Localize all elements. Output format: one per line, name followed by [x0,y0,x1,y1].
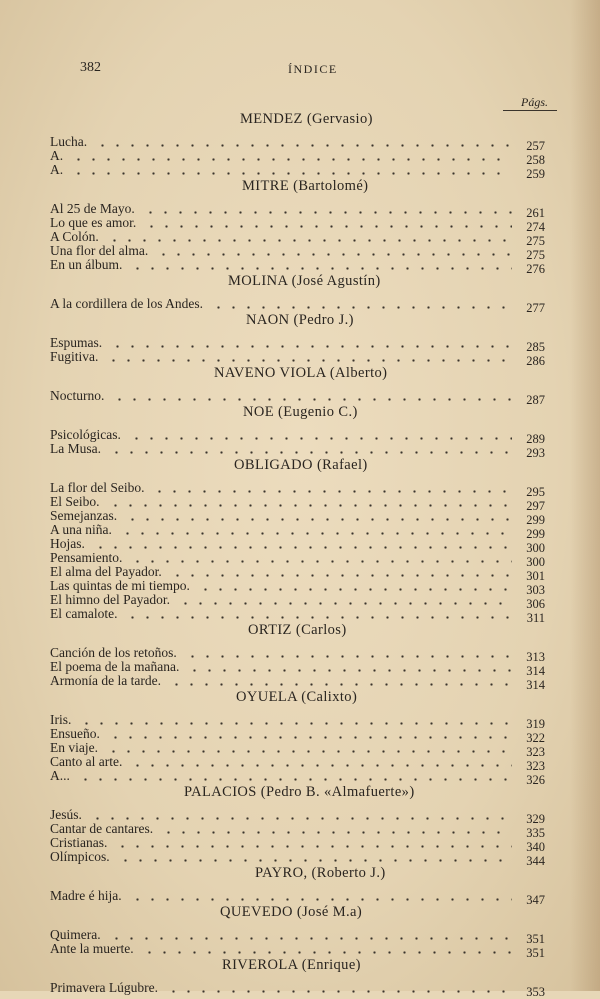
entry-title: Nocturno. [50,388,105,403]
index-listing [0,110,600,999]
page-number: 382 [80,60,101,75]
index-entry [0,740,600,759]
dot-leader [185,655,512,658]
entry-title: La Musa. [50,441,101,456]
entry-title: La flor del Seibo. [50,480,145,495]
index-entry [0,592,600,611]
entry-page-number: 340 [526,840,545,854]
entry-page-number: 276 [526,262,545,276]
dot-leader [118,859,512,862]
entry-page-number: 322 [526,731,545,745]
entry-page-number: 319 [526,717,545,731]
entry-page-number: 261 [526,206,545,220]
entry-page-number: 323 [526,759,545,773]
entry-title: Una flor del alma. [50,243,149,258]
author-heading: MENDEZ (Gervasio) [240,111,373,127]
running-title: ÍNDICE [288,62,338,76]
page-header [0,60,600,80]
entry-page-number: 275 [526,234,545,248]
dot-leader [106,750,512,753]
entry-page-number: 306 [526,597,545,611]
entry-title: El himno del Payador. [50,592,170,607]
dot-leader [144,225,512,228]
index-entry [0,564,600,583]
entry-title: Ensueño. [50,726,100,741]
entry-title: El alma del Payador. [50,564,162,579]
entry-title: Canción de los retoños. [50,645,177,660]
entry-page-number: 335 [526,826,545,840]
entry-title: Madre é hija. [50,888,122,903]
entry-page-number: 259 [526,167,545,181]
dot-leader [125,616,512,619]
entry-page-number: 314 [526,664,545,678]
entry-page-number: 300 [526,555,545,569]
author-heading: NOE (Eugenio C.) [243,404,358,420]
index-entry [0,480,600,499]
entry-page-number: 314 [526,678,545,692]
entry-page-number: 323 [526,745,545,759]
entry-page-number: 274 [526,220,545,234]
entry-page-number: 300 [526,541,545,555]
entry-title: Espumas. [50,335,103,350]
author-heading: PALACIOS (Pedro B. «Almafuerte») [184,784,415,800]
entry-title: Olímpicos. [50,849,110,864]
entry-title: A. [50,148,64,163]
entry-title: A Colón. [50,229,99,244]
index-entry [0,243,600,262]
entry-page-number: 285 [526,340,545,354]
dot-leader [120,532,512,535]
entry-page-number: 295 [526,485,545,499]
dot-leader [156,253,512,256]
index-entry [0,888,600,907]
entry-page-number: 286 [526,354,545,368]
index-entry [0,807,600,826]
dot-leader [106,359,512,362]
dot-leader [95,144,512,147]
entry-title: Iris. [50,712,72,727]
dot-leader [109,937,512,940]
dot-leader [129,437,512,440]
entry-title: A una niña. [50,522,112,537]
index-entry [0,257,600,276]
author-heading: OBLIGADO (Rafael) [234,457,368,473]
entry-title: En viaje. [50,740,98,755]
index-entry [0,712,600,731]
entry-title: Hojas. [50,536,85,551]
entry-title: Primavera Lúgubre. [50,980,158,995]
entry-title: El poema de la mañana. [50,659,180,674]
entry-page-number: 344 [526,854,545,868]
index-entry [0,754,600,773]
entry-page-number: 299 [526,527,545,541]
dot-leader [178,602,512,605]
index-entry [0,229,600,248]
author-heading: ORTIZ (Carlos) [248,622,347,638]
author-heading: NAVENO VIOLA (Alberto) [214,365,388,381]
entry-title: Cristianas. [50,835,108,850]
index-entry [0,201,600,220]
dot-leader [130,764,512,767]
dot-leader [152,490,512,493]
dot-leader [90,817,512,820]
dot-leader [130,560,512,563]
index-entry [0,941,600,960]
index-entry [0,162,600,181]
dot-leader [112,398,512,401]
entry-title: A... [50,768,70,783]
dot-leader [130,267,512,270]
entry-page-number: 303 [526,583,545,597]
entry-title: Al 25 de Mayo. [50,201,135,216]
author-heading: OYUELA (Calixto) [236,689,358,705]
index-entry [0,578,600,597]
dot-leader [161,831,512,834]
dot-leader [143,211,512,214]
entry-title: Psicológicas. [50,427,121,442]
index-entry [0,441,600,460]
entry-title: Ante la muerte. [50,941,134,956]
dot-leader [78,778,512,781]
entry-page-number: 301 [526,569,545,583]
index-entry [0,148,600,167]
entry-title: En un álbum. [50,257,123,272]
index-entry [0,522,600,541]
index-entry [0,927,600,946]
index-entry [0,659,600,678]
dot-leader [71,158,512,161]
dot-leader [108,504,512,507]
dot-leader [170,574,512,577]
index-entry [0,296,600,315]
entry-title: Quimera. [50,927,101,942]
dot-leader [71,172,512,175]
entry-title: Semejanzas. [50,508,118,523]
entry-page-number: 351 [526,932,545,946]
dot-leader [130,898,512,901]
dot-leader [115,845,512,848]
index-entry [0,606,600,625]
entry-page-number: 287 [526,393,545,407]
entry-page-number: 258 [526,153,545,167]
index-entry [0,849,600,868]
entry-page-number: 329 [526,812,545,826]
index-entry [0,980,600,999]
entry-title: Jesús. [50,807,82,822]
index-entry [0,768,600,787]
entry-page-number: 326 [526,773,545,787]
entry-title: El camalote. [50,606,118,621]
index-entry [0,645,600,664]
entry-page-number: 293 [526,446,545,460]
index-entry [0,427,600,446]
entry-page-number: 347 [526,893,545,907]
author-heading: MOLINA (José Agustín) [228,273,381,289]
dot-leader [79,722,512,725]
dot-leader [125,518,512,521]
dot-leader [211,306,512,309]
entry-title: Lucha. [50,134,88,149]
entry-title: A la cordillera de los Andes. [50,296,203,311]
author-heading: NAON (Pedro J.) [246,312,354,328]
entry-title: Canto al arte. [50,754,123,769]
index-entry [0,536,600,555]
entry-title: Fugitiva. [50,349,99,364]
index-entry [0,134,600,153]
entry-page-number: 277 [526,301,545,315]
entry-title: A. [50,162,64,177]
index-entry [0,508,600,527]
index-entry [0,673,600,692]
index-entry [0,550,600,569]
entry-title: Cantar de cantares. [50,821,154,836]
entry-page-number: 297 [526,499,545,513]
author-heading: QUEVEDO (José M.a) [220,904,363,920]
dot-leader [198,588,512,591]
dot-leader [187,669,512,672]
entry-page-number: 313 [526,650,545,664]
author-heading: RIVEROLA (Enrique) [222,957,361,973]
dot-leader [142,951,512,954]
entry-title: Armonía de la tarde. [50,673,161,688]
entry-page-number: 311 [526,611,545,625]
dot-leader [110,345,512,348]
dot-leader [108,736,512,739]
index-entry [0,388,600,407]
entry-page-number: 275 [526,248,545,262]
index-entry [0,494,600,513]
entry-page-number: 257 [526,139,545,153]
index-entry [0,335,600,354]
entry-title: El Seibo. [50,494,100,509]
entry-title: Pensamiento. [50,550,123,565]
entry-title: Lo que es amor. [50,215,137,230]
entry-page-number: 299 [526,513,545,527]
entry-title: Las quintas de mi tiempo. [50,578,190,593]
author-heading: PAYRO, (Roberto J.) [255,865,386,881]
index-entry [0,349,600,368]
dot-leader [169,683,512,686]
author-heading: MITRE (Bartolomé) [242,178,369,194]
index-entry [0,821,600,840]
index-entry [0,215,600,234]
dot-leader [93,546,512,549]
entry-page-number: 289 [526,432,545,446]
entry-page-number: 353 [526,985,545,999]
index-entry [0,835,600,854]
pags-column-label: Págs. [521,95,548,109]
index-entry [0,726,600,745]
entry-page-number: 351 [526,946,545,960]
dot-leader [107,239,512,242]
dot-leader [109,451,512,454]
dot-leader [166,990,512,993]
